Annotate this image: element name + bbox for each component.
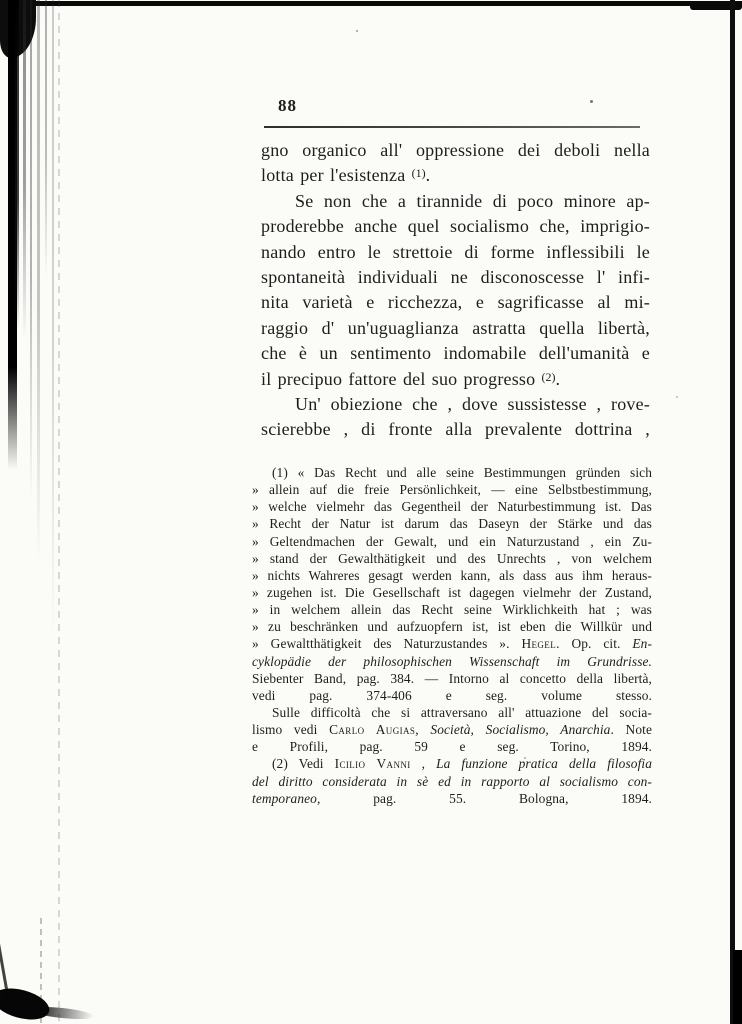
text-segment: » Gewaltthätigkeit des Naturzustandes ». — [252, 636, 522, 652]
scan-artifact-streak — [37, 0, 40, 560]
text-segment: , — [415, 722, 431, 738]
footnotes — [252, 464, 652, 807]
scan-artifact-right-edge — [730, 0, 735, 1024]
text-segment: . — [555, 368, 561, 389]
footnote-line: » in welchem allein das Recht seine Wirklichkeith hat ; was — [252, 602, 652, 618]
work-title: La funzione pratica della filosofia — [436, 756, 653, 772]
scan-artifact-right-bottom-edge — [733, 950, 742, 1024]
text-segment: pag. 55. Bologna, 1894. — [320, 790, 652, 806]
scan-speck — [676, 396, 678, 398]
author-name: Icilio Vanni — [334, 756, 411, 772]
footnote-line: e Profili, pag. 59 e seg. Torino, 1894. — [252, 739, 652, 755]
work-title: Società, Socialismo, Anarchia — [430, 722, 611, 738]
text-line: raggio d' un'uguaglianza astratta quella libertà, — [261, 317, 650, 338]
footnote-line — [252, 790, 652, 807]
work-title: En- — [632, 636, 653, 652]
scan-artifact-streak — [45, 0, 47, 280]
scan-speck — [356, 30, 358, 32]
footnote-line — [252, 635, 652, 652]
page-number: 88 — [278, 96, 297, 115]
header-rule — [264, 126, 640, 128]
text-line: spontaneità individuali ne disconoscesse l' infi- — [261, 266, 650, 287]
scan-artifact-streak — [23, 0, 26, 340]
footnote-line: Sulle difficoltà che si attraversano all' attuazione del socia- — [272, 704, 652, 720]
author-name: Carlo Augias — [329, 722, 416, 738]
text-segment: il precipuo fattore del suo progresso — [261, 368, 542, 389]
text-segment: , — [410, 756, 437, 772]
text-segment: . — [425, 165, 431, 186]
footnote-line: vedi pag. 374-406 e seg. volume stesso. — [252, 687, 652, 703]
text-line: nando entro le strettoie di forme inflessibili le — [261, 241, 650, 262]
scan-artifact-streak — [52, 0, 54, 640]
scan-speck — [590, 100, 593, 103]
footnote-ref-2: (2) — [541, 369, 556, 384]
text-segment: (2) Vedi — [272, 756, 335, 772]
footnote-line: » allein auf die freie Persönlichkeit, — eine Selbstbestimmung, — [252, 482, 652, 498]
scan-artifact-streak-dotted — [58, 0, 60, 1024]
footnote-line: » zugehen ist. Die Gesellschaft ist dagegen vielmehr der Zustand, — [252, 584, 652, 600]
footnote-line: » zu beschränken und aufzuopfern ist, ist eben die Willkür und — [252, 619, 652, 635]
footnote-line — [252, 653, 652, 670]
text-line — [261, 163, 650, 188]
footnote-line: » Geltendmachen der Gewalt, und ein Naturzustand , ein Zu- — [252, 533, 652, 549]
work-title: cyklopädie der philosophischen Wissenschaft im Grundrisse. — [252, 653, 652, 669]
text-line: Se non che a tirannide di poco minore ap- — [295, 190, 650, 211]
footnote-line — [252, 773, 652, 790]
text-line: Un' obiezione che , dove sussistesse , rove- — [295, 393, 650, 414]
text-line — [261, 367, 650, 392]
text-segment: lotta per l'esistenza — [261, 165, 412, 186]
footnote-line: » welche vielmehr das Gegentheil der Naturbestimmung ist. Das — [252, 499, 652, 515]
footnote-line: (1) « Das Recht und alle seine Bestimmungen gründen sich — [272, 465, 652, 480]
footnote-ref-1: (1) — [411, 166, 426, 181]
footnote-line: » Recht der Natur ist darum das Daseyn der Stärke und das — [252, 516, 652, 532]
body-text — [261, 138, 650, 443]
footnote-line: » nichts Wahreres gesagt werden kann, als dass aus ihm heraus- — [252, 567, 652, 583]
footnote-line: » stand der Gewalthätigkeit und des Unrechts , von welchem — [252, 550, 652, 566]
work-title: del diritto considerata in sè ed in rapporto al socialismo con- — [252, 773, 652, 789]
text-line: nita varietà e ricchezza, e sagrificasse al mi- — [261, 292, 650, 313]
text-line: scierebbe , di fronte alla prevalente dottrina , — [261, 419, 650, 440]
footnote-line: Siebenter Band, pag. 384. — Intorno al concetto della libertà, — [252, 670, 652, 686]
footnote-line — [252, 755, 652, 772]
scan-artifact-streak — [30, 0, 32, 500]
text-segment: . Note — [610, 722, 652, 738]
footnote-line — [252, 721, 652, 738]
scan-artifact-top-edge — [0, 1, 742, 6]
author-name: Hegel — [521, 636, 557, 652]
text-line: proderebbe anche quel socialismo che, imprigio- — [261, 216, 650, 237]
work-title: temporaneo, — [252, 790, 321, 806]
text-line: gno organico all' oppressione dei deboli nella — [261, 140, 650, 160]
text-segment: . Op. cit. — [556, 636, 633, 652]
scan-artifact-binding-stripe-2 — [15, 0, 19, 330]
text-segment: lismo vedi — [252, 722, 330, 738]
text-line: che è un sentimento indomabile dell'umanità e — [261, 343, 650, 364]
